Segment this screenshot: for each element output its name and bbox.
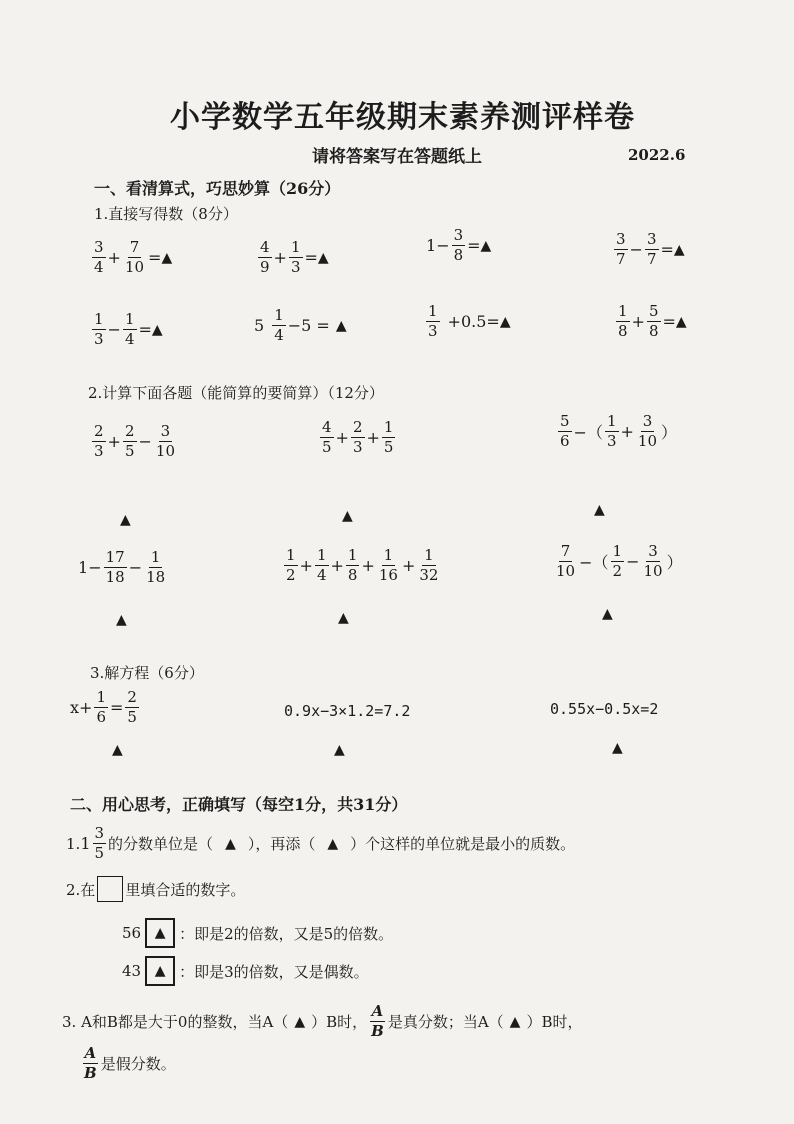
problem-2-5: $\frac{1}{2}$ + $\frac{1}{4}$ + $\frac{1}{8}$ + $\frac{1}{16}$ + $\frac{1}{32}$	[286, 546, 439, 584]
answer-mark: ▲	[151, 321, 163, 338]
question-2-3: 3. A和B都是大于0的整数，当A（ ▲ ）B时， $\frac{A}{B}$ 是真分数；当A（ ▲ ）B时，	[62, 1002, 583, 1040]
problem-1-1: $\frac{3}{4}$ + $\frac{7}{10}$ = ▲	[94, 238, 173, 276]
answer-mark: ▲	[327, 835, 339, 852]
page-title: 小学数学五年级期末素养测评样卷	[170, 100, 635, 135]
answer-mark: ▲	[334, 742, 345, 758]
question-2-2-line-1: 56 ▲ ：即是2的倍数，又是5的倍数。	[122, 918, 393, 948]
equation-1: x+ $\frac{1}{6}$ = $\frac{2}{5}$	[70, 688, 137, 726]
blank-box-icon	[97, 876, 123, 902]
problem-1-8: $\frac{1}{8}$ + $\frac{5}{8}$ = ▲	[618, 302, 687, 340]
answer-mark: ▲	[161, 249, 173, 266]
equation-3: 0.55x−0.5x=2	[550, 700, 659, 718]
answer-mark: ▲	[602, 606, 613, 622]
fraction: $\frac{7}{10}$	[124, 238, 145, 276]
problem-2-1: $\frac{2}{3}$ + $\frac{2}{5}$ − $\frac{3}{10}$	[94, 422, 175, 460]
problem-1-4: $\frac{3}{7}$ − $\frac{3}{7}$ = ▲	[616, 230, 685, 268]
problem-1-3: 1 − $\frac{3}{8}$ = ▲	[426, 226, 492, 264]
problem-1-2: $\frac{4}{9}$ + $\frac{1}{3}$ = ▲	[260, 238, 329, 276]
answer-box: ▲	[145, 918, 175, 948]
answer-mark: ▲	[317, 249, 329, 266]
answer-mark: ▲	[120, 512, 131, 528]
answer-mark: ▲	[673, 241, 685, 258]
section1-heading: 一、看清算式，巧思妙算（26分）	[94, 179, 341, 198]
problem-2-3: $\frac{5}{6}$ −（ $\frac{1}{3}$ + $\frac{3}{10}$ ）	[560, 412, 678, 450]
part2-heading: 2.计算下面各题（能简算的要简算）（12分）	[88, 384, 384, 402]
section2-heading: 二、用心思考，正确填写（每空1分，共31分）	[70, 795, 408, 814]
part1-heading: 1.直接写得数（8分）	[94, 205, 238, 223]
problem-1-5: $\frac{1}{3}$ − $\frac{1}{4}$ = ▲	[94, 310, 163, 348]
part3-heading: 3.解方程（6分）	[90, 664, 204, 682]
question-2-2-line-2: 43 ▲ ：即是3的倍数，又是偶数。	[122, 956, 369, 986]
problem-2-4: 1 − $\frac{17}{18}$ − $\frac{1}{18}$	[78, 548, 166, 586]
answer-mark: ▲	[342, 508, 353, 524]
problem-2-2: $\frac{4}{5}$ + $\frac{2}{3}$ + $\frac{1}{5}$	[322, 418, 394, 456]
fraction: $\frac{3}{4}$	[94, 238, 104, 276]
equation-2: 0.9x−3×1.2=7.2	[284, 702, 411, 720]
answer-mark: ▲	[480, 237, 492, 254]
answer-mark: ▲	[335, 317, 347, 334]
problem-1-6: 5 $\frac{1}{4}$ −5 = ▲	[254, 306, 347, 344]
answer-mark: ▲	[116, 612, 127, 628]
answer-mark: ▲	[594, 502, 605, 518]
question-2-2-intro: 2.在 里填合适的数字。	[66, 876, 245, 902]
answer-mark: ▲	[225, 835, 236, 852]
question-2-3-cont: $\frac{A}{B}$ 是假分数。	[84, 1044, 176, 1082]
answer-mark: ▲	[509, 1013, 521, 1030]
page-subtitle: 请将答案写在答题纸上	[312, 147, 482, 167]
answer-mark: ▲	[294, 1013, 306, 1030]
answer-mark: ▲	[112, 742, 123, 758]
answer-mark: ▲	[612, 740, 623, 756]
problem-2-6: $\frac{7}{10}$ −（ $\frac{1}{2}$ − $\frac{3}{10}$ ）	[556, 542, 683, 580]
answer-mark: ▲	[675, 313, 687, 330]
exam-date: 2022.6	[628, 146, 686, 164]
answer-box: ▲	[145, 956, 175, 986]
problem-1-7: $\frac{1}{3}$ +0.5= ▲	[428, 302, 511, 340]
answer-mark: ▲	[338, 610, 349, 626]
question-2-1: 1. 1 $\frac{3}{5}$ 的分数单位是（ ▲ ），再添（ ▲ ）个这样的单位就是最小的质数。	[66, 824, 576, 862]
answer-mark: ▲	[499, 313, 511, 330]
